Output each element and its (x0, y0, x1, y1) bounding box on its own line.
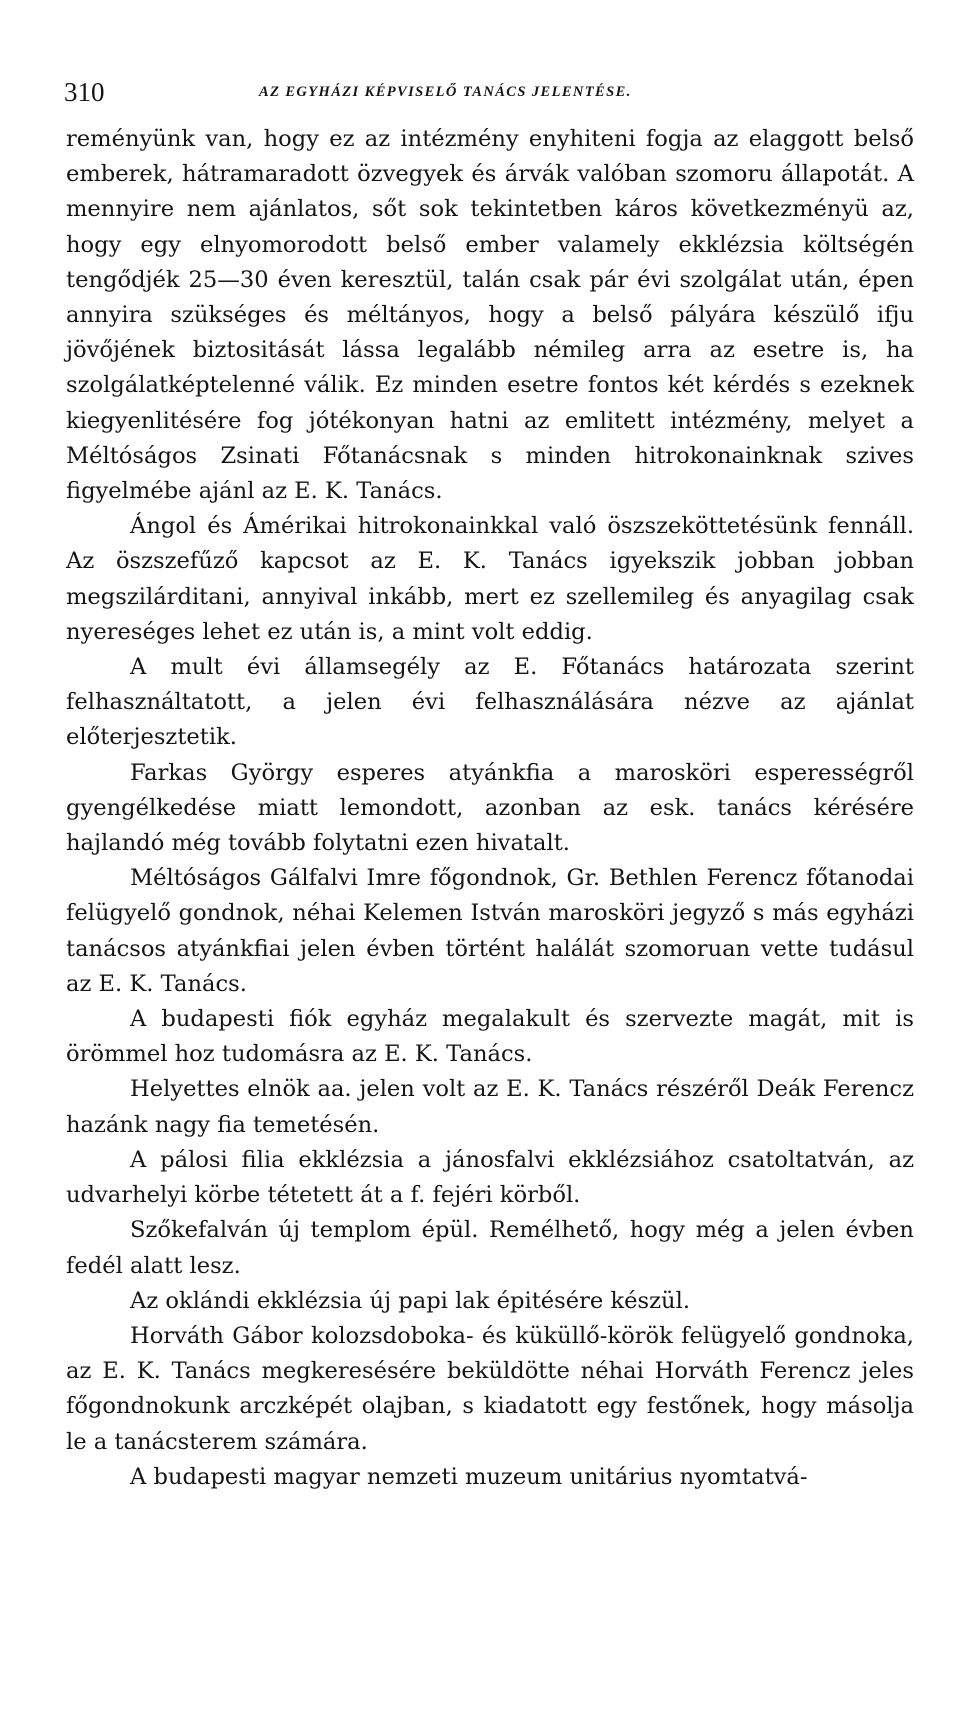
paragraph: Ángol és Ámérikai hitrokonainkkal való öszszeköttetésünk fennáll. Az öszszefűző kapcsot az E. K. Tanács igyekszik jobban jobban megszilárditani, annyival inkább, mert ez szellemileg és anyagilag csak nyereséges lehet ez után is, a mint volt eddig. (66, 513, 914, 645)
paragraph: Az oklándi ekklézsia új papi lak épitésére készül. (130, 1287, 691, 1314)
paragraph: A budapesti magyar nemzeti muzeum unitárius nyomtatvá- (130, 1463, 808, 1490)
paragraph: A mult évi államsegély az E. Főtanács határozata szerint felhasználtatott, a jelen évi felhasználására nézve az ajánlat előterjesztetik. (66, 654, 914, 751)
paragraph: A pálosi filia ekklézsia a jánosfalvi ekklézsiához csatoltatván, az udvarhelyi körbe tétetett át a f. fejéri körből. (66, 1146, 914, 1209)
paragraph: Helyettes elnök aa. jelen volt az E. K. Tanács részéről Deák Ferencz hazánk nagy fia temetésén. (66, 1076, 914, 1138)
paragraph: A budapesti fiók egyház megalakult és szervezte magát, mit is örömmel hoz tudomásra az E. K. Tanács. (66, 1006, 914, 1068)
paragraph: Méltóságos Gálfalvi Imre főgondnok, Gr. Bethlen Ferencz főtanodai felügyelő gondnok, néhai Kelemen István marosköri jegyző s más egyházi tanácsos atyánkfiai jelen évben történt halálát szomoruan vette tudásul az E. K. Tanács. (66, 865, 914, 997)
running-title: AZ EGYHÁZI KÉPVISELŐ TANÁCS JELENTÉSE. (259, 84, 632, 100)
page-number: 310 (64, 77, 105, 107)
page-header (64, 72, 904, 112)
paragraph: reményünk van, hogy ez az intézmény enyhiteni fogja az elaggott belső emberek, hátramaradott özvegyek és árvák valóban szomoru állapotát. A mennyire nem ajánlatos, sőt sok tekintetben káros következményü az, hogy egy elnyomorodott belső ember valamely ekklézsia költségén tengődjék 25—30 éven keresztül, talán csak pár évi szolgálat után, épen annyira szükséges és méltányos, hogy a belső pályára készülő ifju jövőjének biztositását lássa legalább némileg arra az esetre is, ha szolgálatképtelenné válik. Ez minden esetre fontos két kérdés s ezeknek kiegyenlitésére fog jótékonyan hatni az emlitett intézmény, melyet a Méltóságos Zsinati Főtanácsnak s minden hitrokonainknak szives figyelmébe ajánl az E. K. Tanács. (66, 126, 914, 505)
paragraph: Farkas György esperes atyánkfia a marosköri esperességről gyengélkedése miatt lemondott, azonban az esk. tanács kérésére hajlandó még tovább folytatni ezen hivatalt. (66, 759, 914, 857)
paragraph: Szőkefalván új templom épül. Remélhető, hogy még a jelen évben fedél alatt lesz. (66, 1217, 914, 1279)
paragraph: Horváth Gábor kolozsdoboka- és küküllő-körök felügyelő gondnoka, az E. K. Tanács megkeresésére beküldötte néhai Horváth Ferencz jeles főgondnokunk arczképét olajban, s kiadatott egy festőnek, hogy másolja le a tanácsterem számára. (66, 1322, 914, 1455)
body-text (66, 122, 914, 1495)
